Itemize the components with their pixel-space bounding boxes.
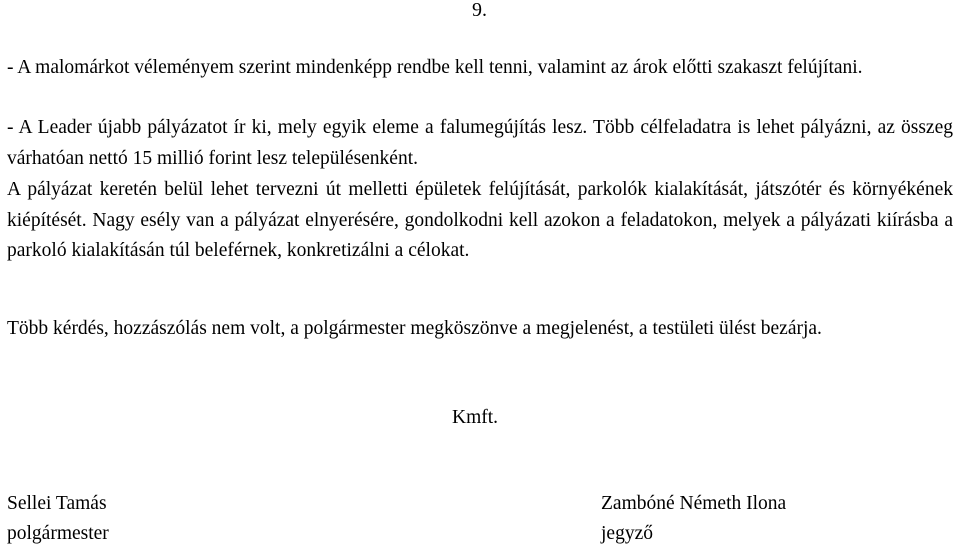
paragraph-ules-bezarasa: Több kérdés, hozzászólás nem volt, a polgármester megköszönve a megjelenést, a testületi ülést bezárja. [7,318,822,339]
page-number: 9. [472,0,487,21]
paragraph-palyazat-keretei: A pályázat keretén belül lehet tervezni út melletti épületek felújítását, parkolók kialakítását, játszótér és környékének kiépítését. Nagy esély van a pályázat elnyerésére, gondolkodni kell azokon a feladatokon, melyek a pályázati kiírásba a parkoló kialakításán túl beleférnek, konkretizálni a célokat. [7,179,953,261]
signature-block-mayor [7,489,109,549]
signature-title-notary: jegyző [601,523,653,544]
closing-kmft: Kmft. [452,407,499,428]
signature-block-notary [601,489,786,549]
signature-name-mayor: Sellei Tamás [7,493,107,514]
paragraph-malomarok: - A malomárkot véleményem szerint mindenképp rendbe kell tenni, valamint az árok előtti szakaszt felújítani. [7,57,863,78]
signature-title-mayor: polgármester [7,523,109,544]
signature-name-notary: Zambóné Németh Ilona [601,493,787,514]
paragraph-leader-palyazat: - A Leader újabb pályázatot ír ki, mely egyik eleme a falumegújítás lesz. Több célfeladatra is lehet pályázni, az összeg várhatóan nettó 15 millió forint lesz településenként. [7,117,953,169]
